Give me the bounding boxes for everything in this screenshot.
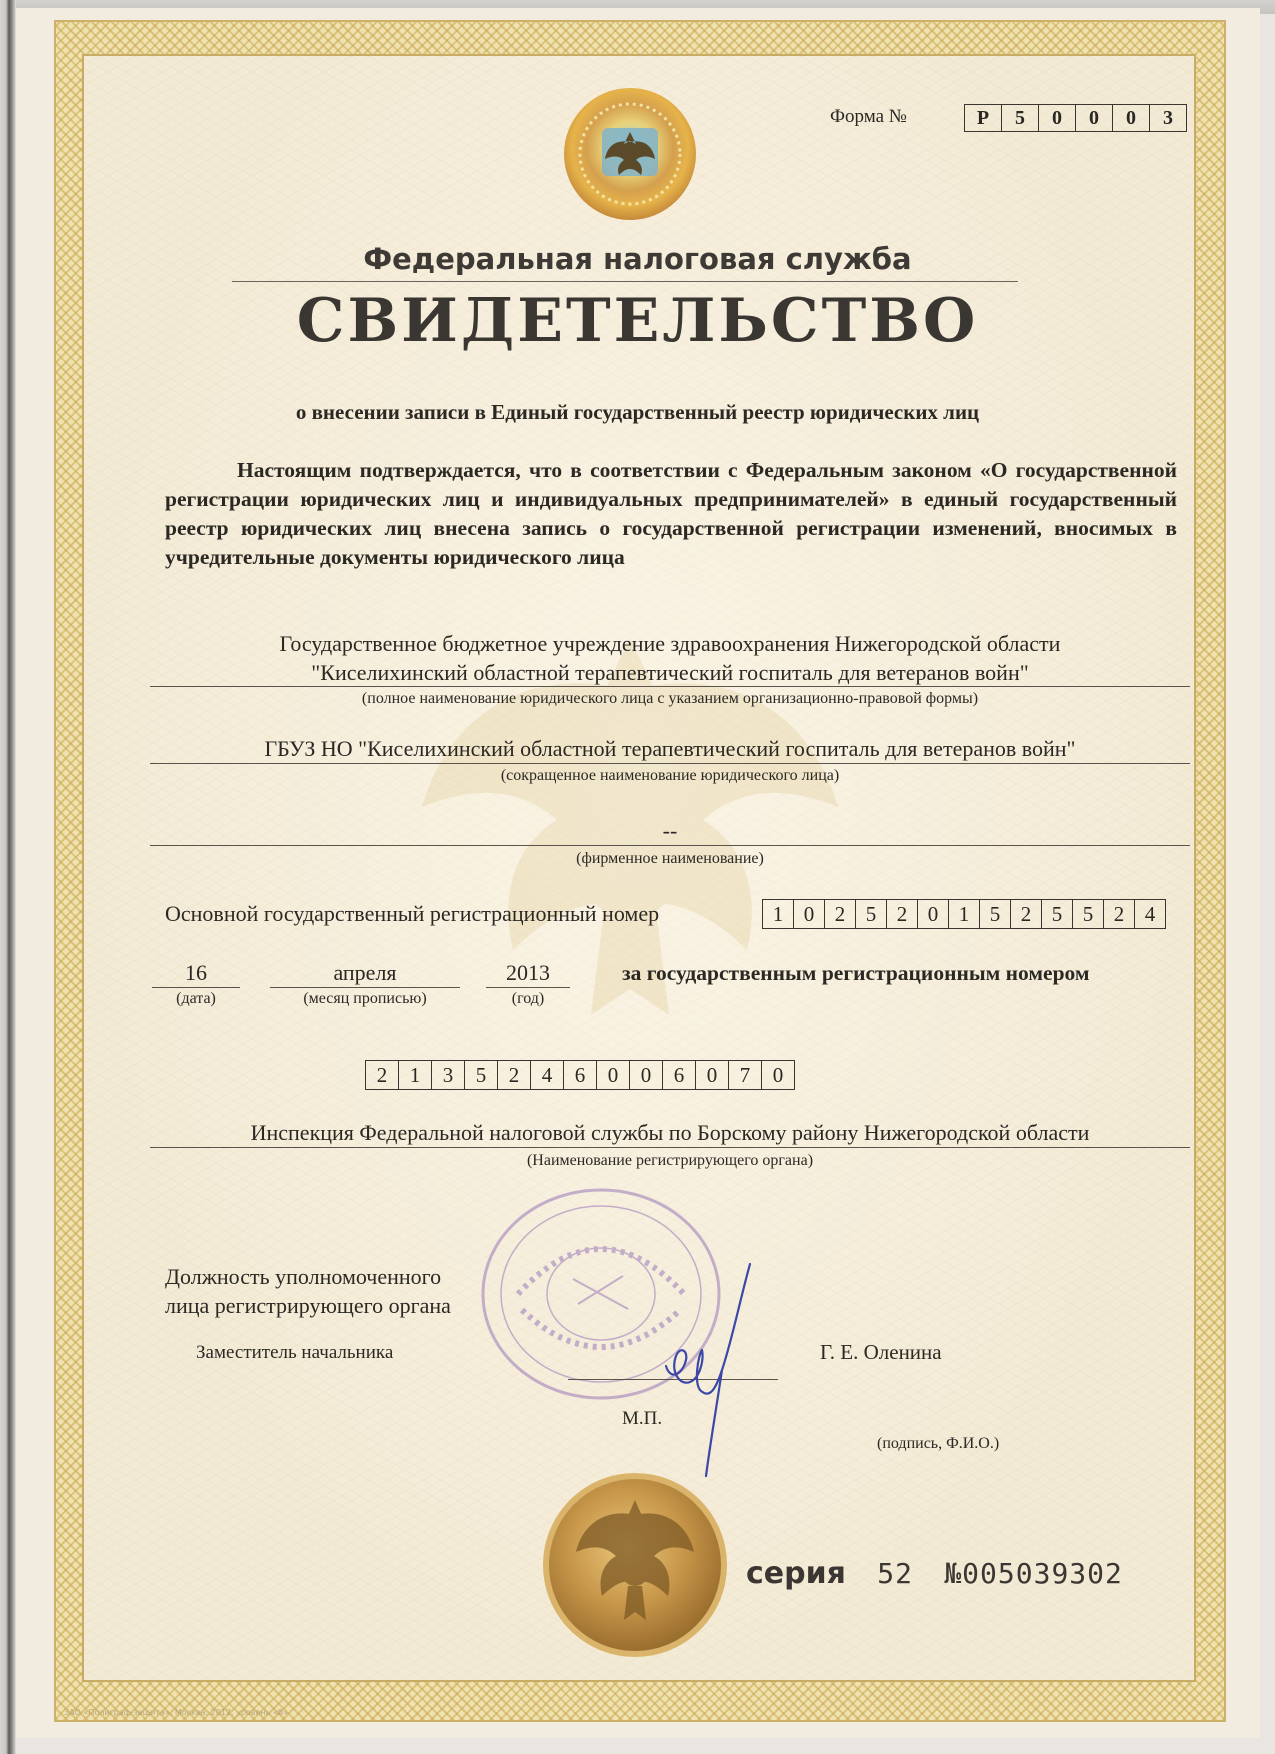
certificate-number: №005039302: [944, 1557, 1123, 1590]
ogrn-digit: 1: [763, 900, 794, 928]
registering-authority: Инспекция Федеральной налоговой службы по Борскому району Нижегородской области: [250, 1120, 1090, 1145]
date-month-caption: (месяц прописью): [303, 990, 427, 1007]
grn-digit: 5: [465, 1061, 498, 1089]
officer-position: Заместитель начальника: [196, 1342, 394, 1363]
full-name-caption: (полное наименование юридического лица с указанием организационно-правовой формы): [361, 690, 979, 707]
grn-label: за государственным регистрационным номером: [622, 961, 1090, 985]
date-year-caption: (год): [511, 990, 545, 1007]
signature-caption: (подпись, Ф.И.О.): [877, 1435, 1000, 1452]
gold-seal-icon: [540, 1470, 730, 1660]
form-code-digit: 0: [1113, 105, 1150, 131]
grn-digit: 2: [498, 1061, 531, 1089]
brand-name-underline: [150, 845, 1190, 846]
form-code-digit: 3: [1163, 107, 1173, 129]
agency-name: Федеральная налоговая служба: [363, 242, 912, 276]
ogrn-digit: 5: [856, 900, 887, 928]
series-code: 52: [877, 1557, 913, 1590]
brand-name-caption: (фирменное наименование): [576, 850, 764, 867]
date-day-underline: [152, 987, 240, 988]
ogrn-digit: 5: [980, 900, 1011, 928]
grn-digit: 0: [597, 1061, 630, 1089]
grn-digit: 6: [564, 1061, 597, 1089]
grn-boxes: [365, 1060, 795, 1090]
printer-imprint: ЗАО «Полиграф-защита», Москва, 2012, уровень «В»: [64, 1708, 289, 1717]
authority-caption: (Наименование регистрирующего органа): [526, 1152, 814, 1169]
full-name-line-2: "Киселихинский областной терапевтический госпиталь для ветеранов войн": [311, 660, 1029, 685]
ogrn-digit: 1: [949, 900, 980, 928]
officer-label-line-1: Должность уполномоченного: [165, 1264, 442, 1289]
grn-digit: 7: [729, 1061, 762, 1089]
ogrn-digit: 2: [1011, 900, 1042, 928]
document-title: СВИДЕТЕЛЬСТВО: [296, 286, 979, 356]
grn-digit: 6: [663, 1061, 696, 1089]
form-code-digit: Р: [965, 105, 1002, 131]
date-month-underline: [270, 987, 460, 988]
ogrn-label: Основной государственный регистрационный номер: [165, 901, 660, 926]
certification-paragraph: [165, 456, 1177, 572]
paragraph-text: Настоящим подтверждается, что в соответствии с Федеральным законом «О государственной регистрации юридических лиц и индивидуальных предпринимателей» в единый государственный реестр юридических лиц внесена запись о государственной регистрации изменений, вносимых в учредительные документы юридического лица: [165, 458, 1177, 569]
ogrn-digit: 5: [1073, 900, 1104, 928]
grn-digit: 3: [432, 1061, 465, 1089]
grn-digit: 4: [531, 1061, 564, 1089]
ogrn-digit: 4: [1144, 902, 1156, 926]
form-label: Форма №: [830, 106, 907, 127]
short-name-caption: (сокращенное наименование юридического лица): [500, 767, 840, 784]
form-code-digit: 0: [1039, 105, 1076, 131]
date-year: 2013: [506, 960, 550, 985]
grn-digit: 0: [772, 1063, 784, 1087]
date-month: апреля: [333, 960, 397, 985]
form-code-digit: 5: [1002, 105, 1039, 131]
form-code-boxes: [964, 104, 1187, 132]
seal-place-label: М.П.: [622, 1408, 663, 1429]
series-number: [746, 1556, 1123, 1591]
grn-digit: 2: [366, 1061, 399, 1089]
full-name-line-1: Государственное бюджетное учреждение здравоохранения Нижегородской области: [279, 631, 1061, 656]
ogrn-boxes: [762, 899, 1166, 929]
date-day: 16: [185, 960, 207, 985]
agency-underline: [232, 281, 1018, 282]
ogrn-digit: 0: [794, 900, 825, 928]
short-name: ГБУЗ НО "Киселихинский областной терапевтический госпиталь для ветеранов войн": [264, 736, 1076, 761]
hologram-emblem-icon: [560, 84, 700, 224]
form-code-digit: 0: [1076, 105, 1113, 131]
series-label: серия: [746, 1556, 846, 1591]
authority-underline: [150, 1147, 1190, 1148]
document-subtitle: о внесении записи в Единый государственный реестр юридических лиц: [295, 400, 980, 424]
ogrn-digit: 2: [1104, 900, 1135, 928]
grn-digit: 0: [696, 1061, 729, 1089]
date-year-underline: [486, 987, 570, 988]
full-name-underline: [150, 686, 1190, 687]
short-name-underline: [150, 763, 1190, 764]
ogrn-digit: 2: [887, 900, 918, 928]
brand-name: --: [662, 818, 678, 843]
ogrn-digit: 5: [1042, 900, 1073, 928]
officer-name: Г. Е. Оленина: [820, 1340, 942, 1364]
officer-label: [165, 1262, 451, 1320]
officer-label-line-2: лица регистрирующего органа: [165, 1293, 451, 1318]
grn-digit: 0: [630, 1061, 663, 1089]
ogrn-digit: 2: [825, 900, 856, 928]
ogrn-digit: 0: [918, 900, 949, 928]
date-day-caption: (дата): [176, 990, 216, 1007]
signature-icon: [640, 1260, 770, 1480]
grn-digit: 1: [399, 1061, 432, 1089]
